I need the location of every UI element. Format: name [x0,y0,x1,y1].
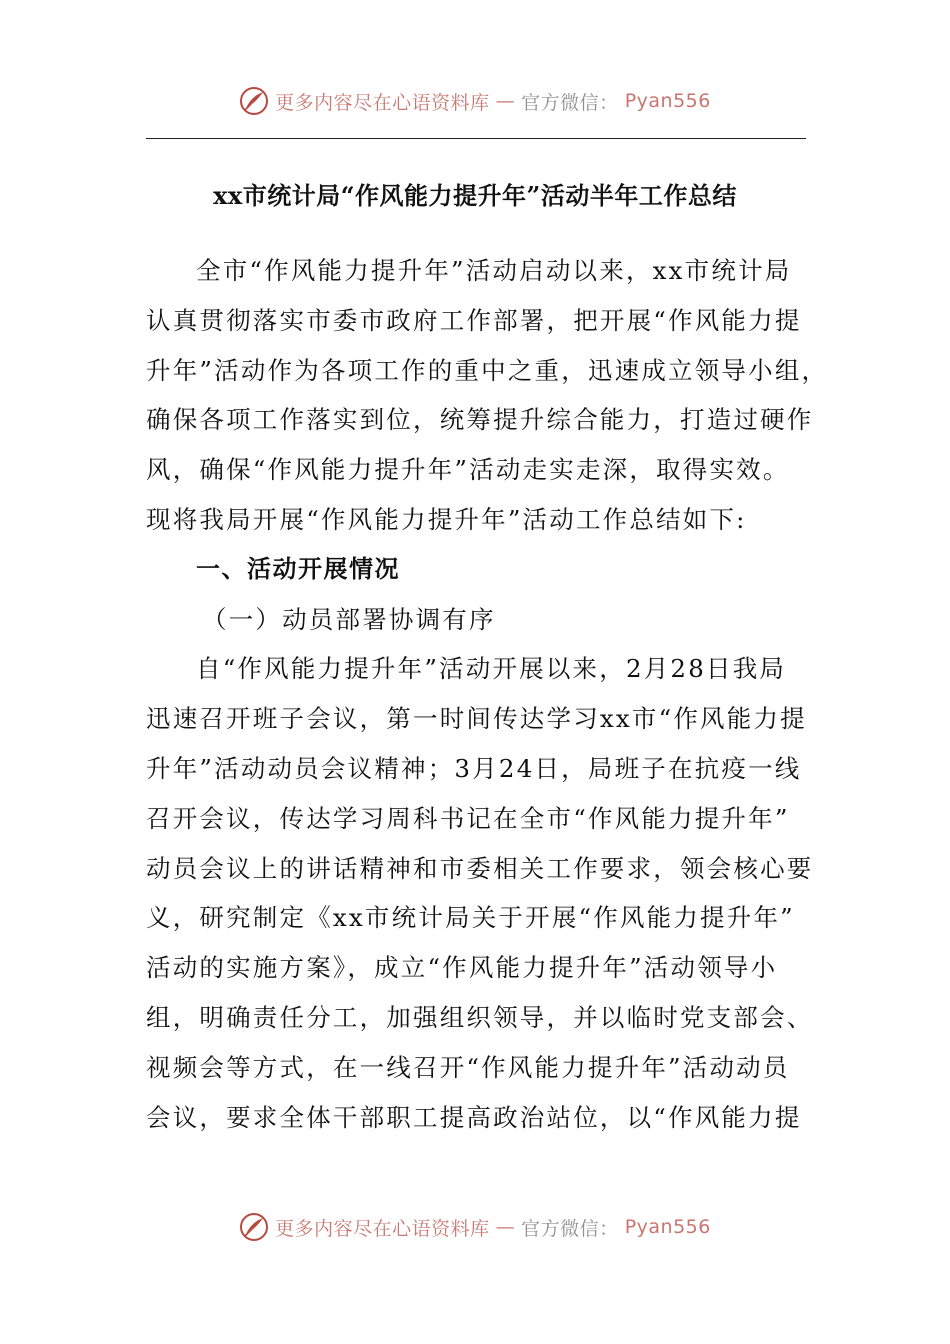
paragraph-line: 自“作风能力提升年”活动开展以来，2月28日我局 [196,654,787,684]
paragraph-line: 全市“作风能力提升年”活动启动以来，xx市统计局 [196,256,792,285]
watermark-dash: — [495,90,516,112]
quill-logo-icon [239,86,269,116]
watermark-label: 官方微信： [521,1217,619,1240]
header-divider [146,138,806,139]
section-heading: 一、活动开展情况 [196,554,400,583]
document-body [146,246,829,1142]
header-watermark [0,86,950,116]
paragraph-line: 义，研究制定《xx市统计局关于开展“作风能力提升年” [146,903,795,933]
paragraph-line: 升年”活动动员会议精神；3月24日，局班子在抗疫一线 [146,753,802,783]
paragraph-line: 视频会等方式，在一线召开“作风能力提升年”活动动员 [146,1052,790,1082]
paragraph-line: 风，确保“作风能力提升年”活动走实走深，取得实效。 [146,455,790,485]
document-title: xx市统计局“作风能力提升年”活动半年工作总结 [213,181,737,210]
watermark-wechat-id: Pyan556 [624,1216,711,1238]
paragraph-line: 活动的实施方案》，成立“作风能力提升年”活动领导小 [146,953,778,983]
paragraph-line: 动员会议上的讲话精神和市委相关工作要求，领会核心要 [146,853,814,883]
paragraph-line: 认真贯彻落实市委市政府工作部署，把开展“作风能力提 [146,305,802,335]
paragraph-line: 会议，要求全体干部职工提高政治站位，以“作风能力提 [146,1102,802,1132]
watermark-brand: 更多内容尽在心语资料库 [275,91,490,114]
paragraph-line: 组，明确责任分工，加强组织领导，并以临时党支部会、 [146,1002,814,1032]
paragraph-line: 升年”活动作为各项工作的重中之重，迅速成立领导小组， [146,355,829,385]
paragraph-line: 确保各项工作落实到位，统筹提升综合能力，打造过硬作 [146,405,814,435]
watermark-dash: — [495,1216,516,1238]
watermark-wechat-id: Pyan556 [624,90,711,112]
quill-logo-icon [239,1212,269,1242]
paragraph-line: 召开会议，传达学习周科书记在全市“作风能力提升年” [146,803,790,833]
watermark-label: 官方微信： [521,91,619,114]
subsection-heading: （一）动员部署协调有序 [202,604,496,634]
paragraph-line: 现将我局开展“作风能力提升年”活动工作总结如下: [146,504,747,534]
footer-watermark [0,1212,950,1242]
watermark-brand: 更多内容尽在心语资料库 [275,1217,490,1240]
paragraph-line: 迅速召开班子会议，第一时间传达学习xx市“作风能力提 [146,704,807,734]
